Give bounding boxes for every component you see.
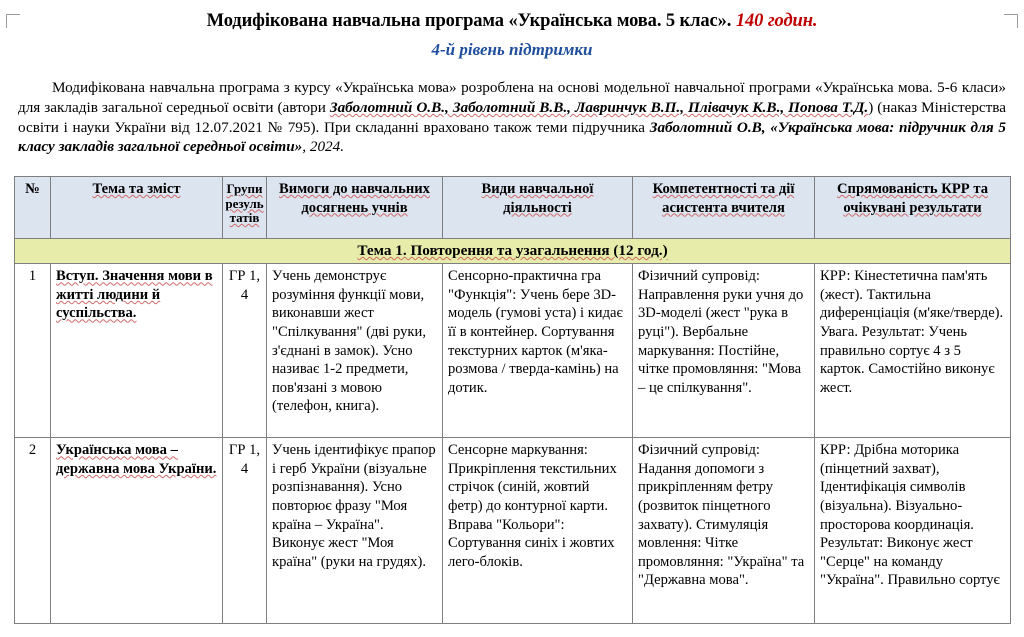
col-header-theme-label: Тема та зміст <box>92 181 181 198</box>
cell-number: 2 <box>15 438 51 624</box>
page-title <box>14 10 1010 33</box>
curriculum-table <box>14 176 1011 624</box>
col-header-number-label: № <box>25 181 40 198</box>
table-section-label <box>15 239 1011 264</box>
intro-segment: , 2024. <box>302 138 345 156</box>
col-header-requirements <box>267 177 443 239</box>
col-header-number <box>15 177 51 239</box>
intro-segment: Модифікована навчальна програма з курсу «Українська мова» розроблена на основі модельної навчальної програми «Українська мова. 5-6 класи» для закладів загальної середньої освіти (автори <box>18 79 1006 116</box>
cell-theme-text: Вступ. Значення мови в житті людини й суспільства. <box>56 268 213 322</box>
cell-groups: ГР 1, 4 <box>223 264 267 438</box>
table-row <box>15 438 1011 624</box>
cell-requirements: Учень ідентифікує прапор і герб України (візуальне розпізнавання). Усно повторює фразу "Моя країна – Україна". Виконує жест "Моя країна" (руки на грудях). <box>267 438 443 624</box>
col-header-competencies-label: Компетентності та дії асистента вчителя <box>652 181 795 216</box>
document-page <box>0 10 1024 624</box>
cell-theme <box>51 438 223 624</box>
col-header-theme <box>51 177 223 239</box>
cell-number: 1 <box>15 264 51 438</box>
cell-competencies: Фізичний супровід: Надання допомоги з прикріпленням фетру (розвиток пінцетного захвату). Стимуляція мовлення: Чітке промовляння: "Україна" та "Державна мова". <box>633 438 815 624</box>
col-header-groups-line-3: татів <box>229 210 260 226</box>
col-header-krr <box>815 177 1011 239</box>
col-header-krr-label: Спрямованість КРР та очікувані результати <box>837 181 988 216</box>
intro-segment: «Українська мова: підручник для 5 класу закладів загальної середньої освіти» <box>18 118 1006 156</box>
col-header-groups-line-1: Групи <box>226 181 263 197</box>
col-header-requirements-label: Вимоги до навчальних досягнень учнів <box>279 181 430 216</box>
table-header <box>15 177 1011 239</box>
col-header-activities <box>443 177 633 239</box>
col-header-competencies <box>633 177 815 239</box>
page-title-main: Модифікована навчальна програма «Українська мова. 5 клас». <box>206 11 736 31</box>
cell-activities: Сенсорне маркування: Прикріплення текстильних стрічок (синій, жовтий фетр) до контурної карти. Вправа "Кольори": Сортування синіх і жовтих лего-блоків. <box>443 438 633 624</box>
col-header-groups-line-2: резуль <box>225 195 264 211</box>
cell-groups: ГР 1, 4 <box>223 438 267 624</box>
cell-krr: КРР: Кінестетична пам'ять (жест). Тактильна диференціація (м'яке/тверде). Увага. Результат: Учень правильно сортує 4 з 5 карток. Самостійно виконує жест. <box>815 264 1011 438</box>
cell-krr: КРР: Дрібна моторика (пінцетний захват), Ідентифікація символів (візуальна). Візуально-просторова координація. Результат: Виконує жест "Серце" на команду "Україна". Правильно сортує <box>815 438 1011 624</box>
intro-segment: Заболотний О.В., Заболотний В.В., Лавринчук В.П., Плівачук К.В., Попова Т.Д. <box>329 98 869 116</box>
table-row <box>15 264 1011 438</box>
page-title-hours: 140 годин. <box>735 11 818 31</box>
table-section-row <box>15 239 1011 264</box>
page-subtitle: 4-й рівень підтримки <box>431 40 593 60</box>
cell-activities: Сенсорно-практична гра "Функція": Учень бере 3D-модель (гумові уста) і кидає її в контейнер. Сортування текстурних карток (м'яка-розмова / тверда-камінь) на дотик. <box>443 264 633 438</box>
intro-segment: Заболотний О.В, <box>649 118 766 136</box>
table-body <box>15 239 1011 624</box>
table-section-text: Тема 1. Повторення та узагальнення (12 год.) <box>357 242 668 260</box>
intro-paragraph <box>18 78 1006 157</box>
table-header-row <box>15 177 1011 239</box>
cell-requirements: Учень демонструє розуміння функції мови, виконавши жест "Спілкування" (дві руки, з'єднані в замок). Усно називає 1-2 предмети, пов'язані з мовою (телефон, книга). <box>267 264 443 438</box>
col-header-groups <box>223 177 267 239</box>
col-header-activities-label: Види навчальної діяльності <box>481 181 594 216</box>
cell-competencies: Фізичний супровід: Направлення руки учня до 3D-моделі (жест "рука в руці"). Вербальне маркування: Постійне, чітке промовляння: "Мова – це спілкування". <box>633 264 815 438</box>
intro-segment: ) (наказ Міністерства освіти і науки України від 12.07.2021 № 795). При складанні враховано також теми підручника <box>18 98 1007 136</box>
cell-theme <box>51 264 223 438</box>
cell-theme-text: Українська мова – державна мова України. <box>56 442 217 477</box>
